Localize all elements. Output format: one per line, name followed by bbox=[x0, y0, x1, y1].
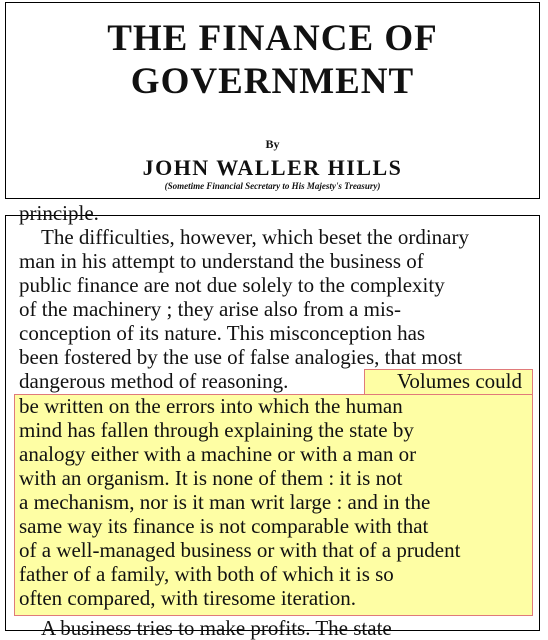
highlighted-line: with an organism. It is none of them : it is not bbox=[19, 466, 403, 490]
by-label: By bbox=[265, 137, 280, 151]
author-subtitle: (Sometime Financial Secretary to His Majesty's Treasury) bbox=[164, 181, 381, 191]
highlighted-line: be written on the errors into which the human bbox=[19, 394, 403, 418]
highlighted-line: same way its finance is not comparable with that bbox=[19, 514, 429, 538]
author-name: JOHN WALLER HILLS bbox=[142, 155, 403, 180]
highlighted-line: father of a family, with both of which it is so bbox=[19, 562, 394, 586]
title-page-panel bbox=[5, 2, 540, 199]
text-line: man in his attempt to understand the business of bbox=[19, 249, 424, 273]
text-line: public finance are not due solely to the complexity bbox=[19, 273, 445, 297]
partial-line-bottom: A business tries to make profits. The state bbox=[41, 616, 392, 640]
title-line-1: THE FINANCE OF bbox=[107, 18, 438, 59]
text-line: The difficulties, however, which beset the ordinary bbox=[41, 225, 469, 249]
highlighted-line: often compared, with tiresome iteration. bbox=[19, 586, 357, 610]
text-line-split-right: Volumes could bbox=[396, 369, 522, 393]
title-line-2: GOVERNMENT bbox=[130, 61, 415, 102]
highlighted-line: a mechanism, nor is it man writ large : and in the bbox=[19, 490, 431, 514]
text-line: been fostered by the use of false analogies, that most bbox=[19, 345, 463, 369]
highlighted-line: analogy either with a machine or with a man or bbox=[19, 442, 417, 466]
text-line-split-left: dangerous method of reasoning. bbox=[19, 369, 289, 393]
text-line: of the machinery ; they arise also from a mis- bbox=[19, 297, 401, 321]
text-line: conception of its nature. This misconception has bbox=[19, 321, 426, 345]
partial-line-top: principle. bbox=[19, 201, 99, 225]
highlighted-line: of a well-managed business or with that of a prudent bbox=[19, 538, 461, 562]
excerpt-panel bbox=[5, 201, 540, 640]
highlighted-line: mind has fallen through explaining the state by bbox=[19, 418, 414, 442]
